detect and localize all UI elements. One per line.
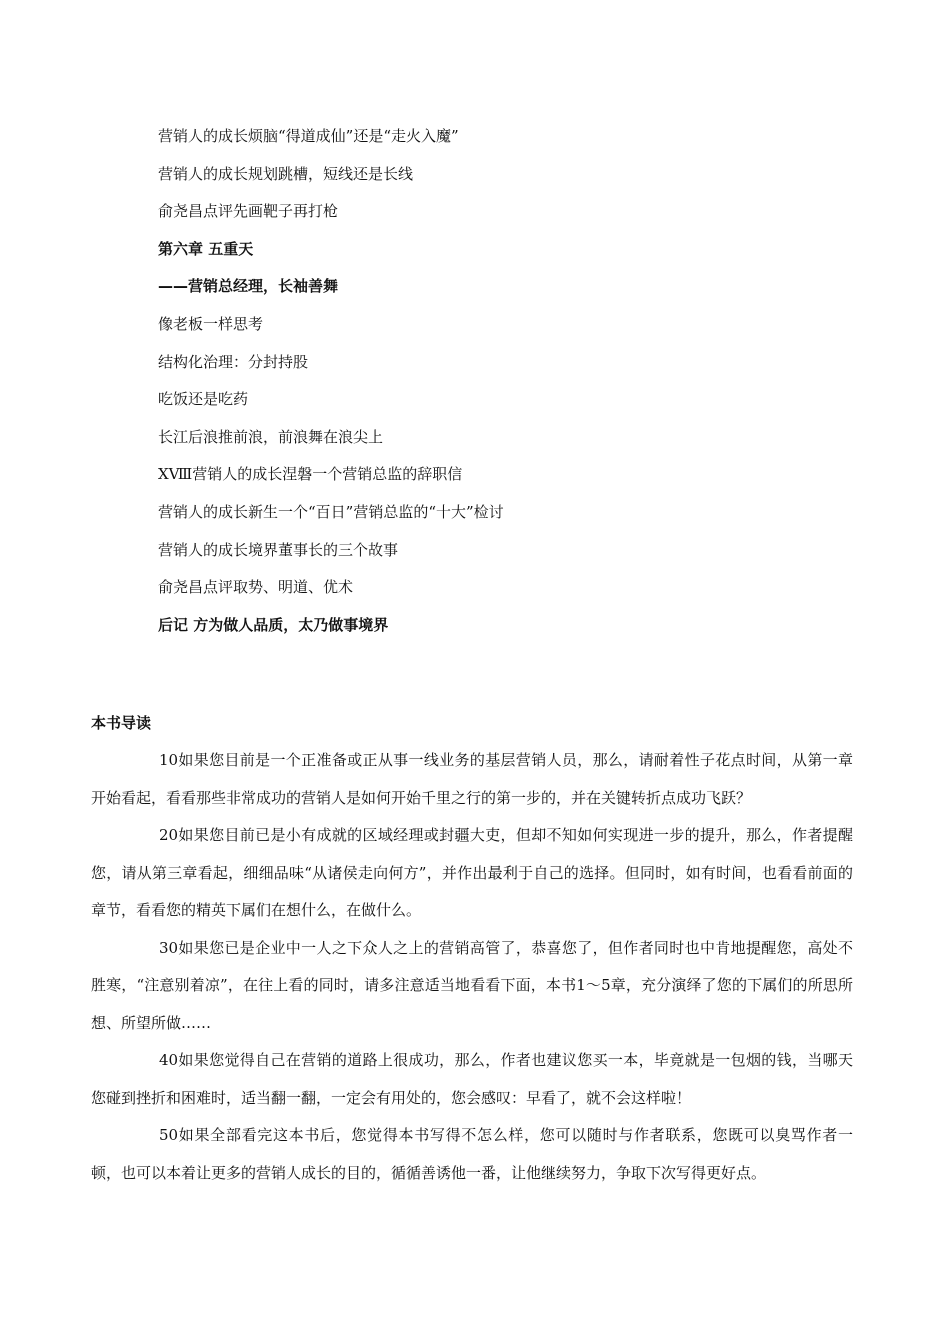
toc-line: 像老板一样思考 [158, 314, 264, 333]
guide-paragraph: 40如果您觉得自己在营销的道路上很成功，那么，作者也建议您买一本，毕竟就是一包烟的钱，当哪天您碰到挫折和困难时，适当翻一翻，一定会有用处的，您会感叹：早看了，就不会这样啦！ [91, 1051, 853, 1107]
guide-heading: 本书导读 [91, 714, 152, 732]
toc-line: 俞尧昌点评先画靶子再打枪 [158, 202, 339, 221]
toc-line: 长江后浪推前浪，前浪舞在浪尖上 [158, 427, 384, 446]
toc-line: 营销人的成长新生一个“百日”营销总监的“十大”检讨 [158, 502, 504, 521]
guide-paragraph: 20如果您目前已是小有成就的区域经理或封疆大吏，但却不知如何实现进一步的提升，那么，作者提醒您，请从第三章看起，细细品味“从诸侯走向何方”，并作出最利于自己的选择。但同时，如有时间，也看看前面的章节，看看您的精英下属们在想什么，在做什么。 [91, 826, 853, 919]
toc-afterword: 后记 方为做人品质，太乃做事境界 [158, 615, 389, 634]
toc-line: 营销人的成长规划跳槽，短线还是长线 [158, 164, 414, 183]
toc-line: 营销人的成长境界董事长的三个故事 [158, 540, 399, 559]
guide-paragraph: 50如果全部看完这本书后，您觉得本书写得不怎么样，您可以随时与作者联系，您既可以臭骂作者一顿，也可以本着让更多的营销人成长的目的，循循善诱他一番，让他继续努力，争取下次写得更好点。 [91, 1126, 853, 1182]
reading-guide [91, 742, 853, 1192]
toc-line: ⅩⅧ营销人的成长涅磐一个营销总监的辞职信 [158, 465, 463, 484]
guide-paragraph: 30如果您已是企业中一人之下众人之上的营销高管了，恭喜您了，但作者同时也中肯地提醒您，高处不胜寒，“注意别着凉”，在往上看的同时，请多注意适当地看看下面，本书1～5章，充分演绎了您的下属们的所思所想、所望所做…… [91, 938, 853, 1032]
toc-chapter-title: 第六章 五重天 [158, 239, 254, 258]
toc-line: 结构化治理：分封持股 [158, 352, 309, 371]
guide-paragraph: 10如果您目前是一个正准备或正从事一线业务的基层营销人员，那么，请耐着性子花点时间，从第一章开始看起，看看那些非常成功的营销人是如何开始千里之行的第一步的，并在关键转折点成功飞跃？ [91, 751, 853, 807]
toc-line: 营销人的成长烦脑“得道成仙”还是“走火入魔” [158, 127, 459, 145]
toc-line: 吃饭还是吃药 [158, 390, 249, 409]
toc-line: 俞尧昌点评取势、明道、优术 [158, 578, 354, 597]
toc-chapter-subtitle: ——营销总经理，长袖善舞 [158, 277, 339, 296]
table-of-contents [158, 118, 858, 644]
